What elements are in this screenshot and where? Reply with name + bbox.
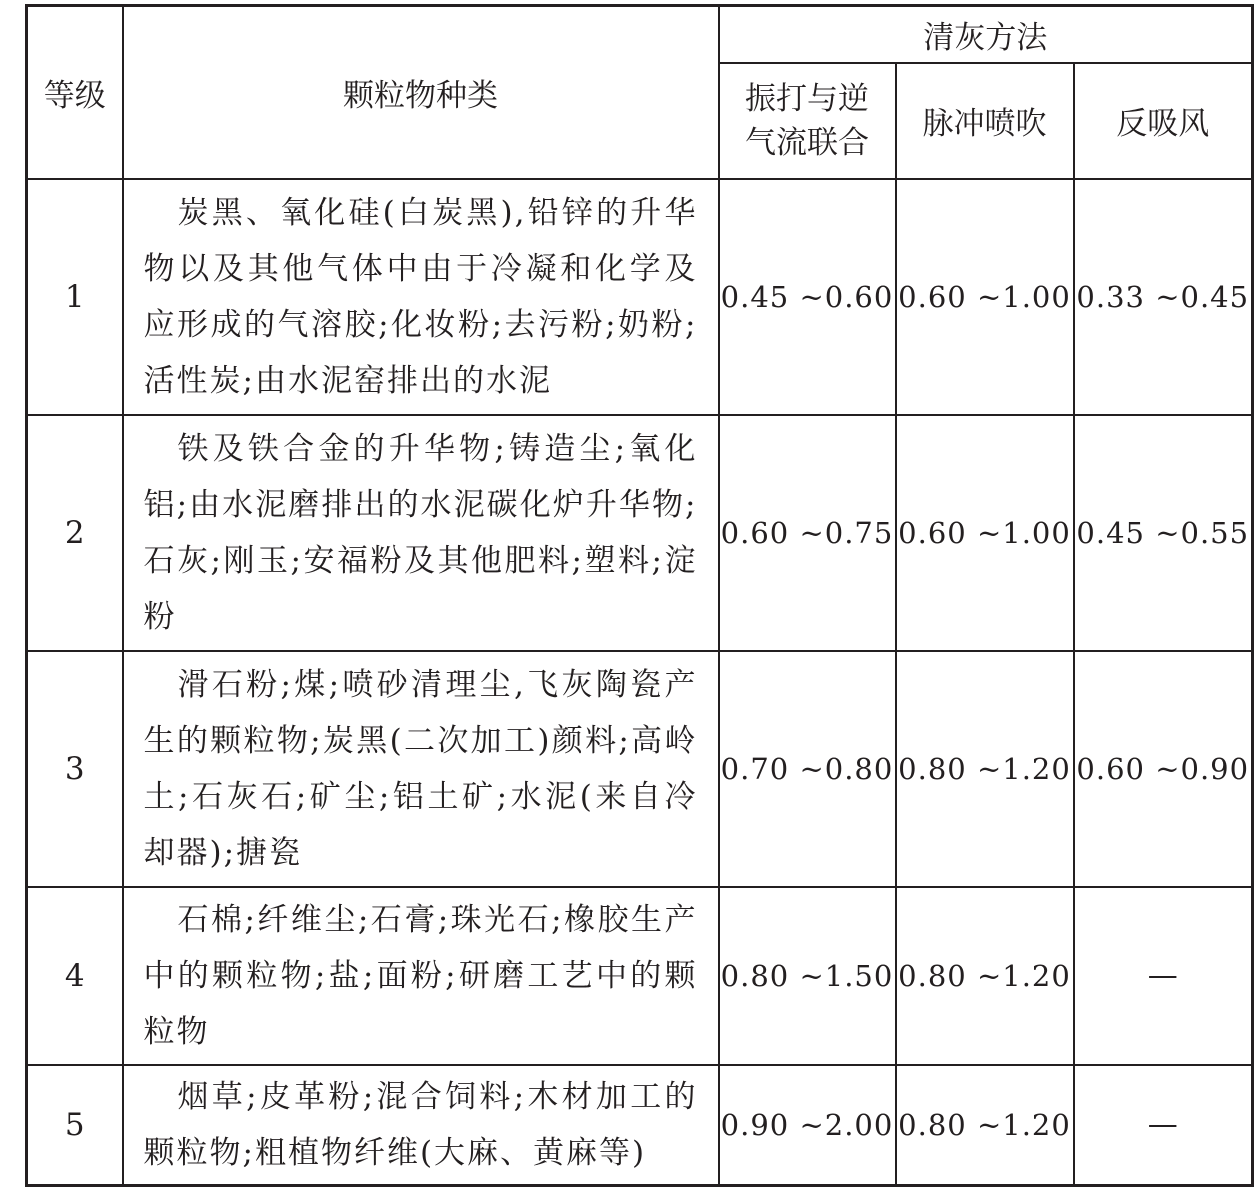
particle-type-text: 炭黑、氧化硅(白炭黑),铅锌的升华物以及其他气体中由于冷凝和化学及应形成的气溶胶;化妆粉;去污粉;奶粉;活性炭;由水泥窑排出的水泥 (143, 194, 698, 399)
header-shake-reverse-line2: 气流联合 (745, 124, 869, 161)
header-row-top (27, 6, 1253, 63)
header-cleaning-method: 清灰方法 (719, 6, 1253, 63)
reverse-air-value: — (1074, 1065, 1253, 1186)
table-row (27, 651, 1253, 887)
table-row (27, 179, 1253, 415)
particle-type-cell (123, 1065, 719, 1186)
shake-reverse-value: 0.60 ~0.75 (719, 415, 896, 651)
pulse-jet-value: 0.80 ~1.20 (896, 887, 1074, 1065)
table-row (27, 887, 1253, 1065)
particle-type-cell (123, 179, 719, 415)
shake-reverse-value: 0.45 ~0.60 (719, 179, 896, 415)
grade-cell: 3 (27, 651, 123, 887)
particle-type-cell (123, 415, 719, 651)
pulse-jet-value: 0.80 ~1.20 (896, 651, 1074, 887)
particle-type-text: 烟草;皮革粉;混合饲料;木材加工的颗粒物;粗植物纤维(大麻、黄麻等) (143, 1078, 698, 1171)
particle-type-cell (123, 651, 719, 887)
grade-cell: 2 (27, 415, 123, 651)
pulse-jet-value: 0.60 ~1.00 (896, 415, 1074, 651)
header-pulse-jet: 脉冲喷吹 (896, 63, 1074, 179)
reverse-air-value: 0.33 ~0.45 (1074, 179, 1253, 415)
header-shake-reverse-line1: 振打与逆 (745, 80, 869, 117)
grade-cell: 4 (27, 887, 123, 1065)
reverse-air-value: 0.45 ~0.55 (1074, 415, 1253, 651)
header-reverse-air: 反吸风 (1074, 63, 1253, 179)
filter-velocity-table (25, 4, 1254, 1187)
table-row (27, 415, 1253, 651)
table-row (27, 1065, 1253, 1186)
particle-type-text: 滑石粉;煤;喷砂清理尘,飞灰陶瓷产生的颗粒物;炭黑(二次加工)颜料;高岭土;石灰石;矿尘;铝土矿;水泥(来自冷却器);搪瓷 (143, 666, 698, 871)
reverse-air-value: 0.60 ~0.90 (1074, 651, 1253, 887)
shake-reverse-value: 0.90 ~2.00 (719, 1065, 896, 1186)
particle-type-cell (123, 887, 719, 1065)
particle-type-text: 铁及铁合金的升华物;铸造尘;氧化铝;由水泥磨排出的水泥碳化炉升华物;石灰;刚玉;安福粉及其他肥料;塑料;淀粉 (143, 430, 698, 635)
pulse-jet-value: 0.60 ~1.00 (896, 179, 1074, 415)
header-shake-reverse (719, 63, 896, 179)
reverse-air-value: — (1074, 887, 1253, 1065)
shake-reverse-value: 0.80 ~1.50 (719, 887, 896, 1065)
grade-cell: 5 (27, 1065, 123, 1186)
grade-cell: 1 (27, 179, 123, 415)
particle-type-text: 石棉;纤维尘;石膏;珠光石;橡胶生产中的颗粒物;盐;面粉;研磨工艺中的颗粒物 (143, 901, 698, 1050)
header-grade: 等级 (27, 6, 123, 179)
header-particle-type: 颗粒物种类 (123, 6, 719, 179)
pulse-jet-value: 0.80 ~1.20 (896, 1065, 1074, 1186)
shake-reverse-value: 0.70 ~0.80 (719, 651, 896, 887)
